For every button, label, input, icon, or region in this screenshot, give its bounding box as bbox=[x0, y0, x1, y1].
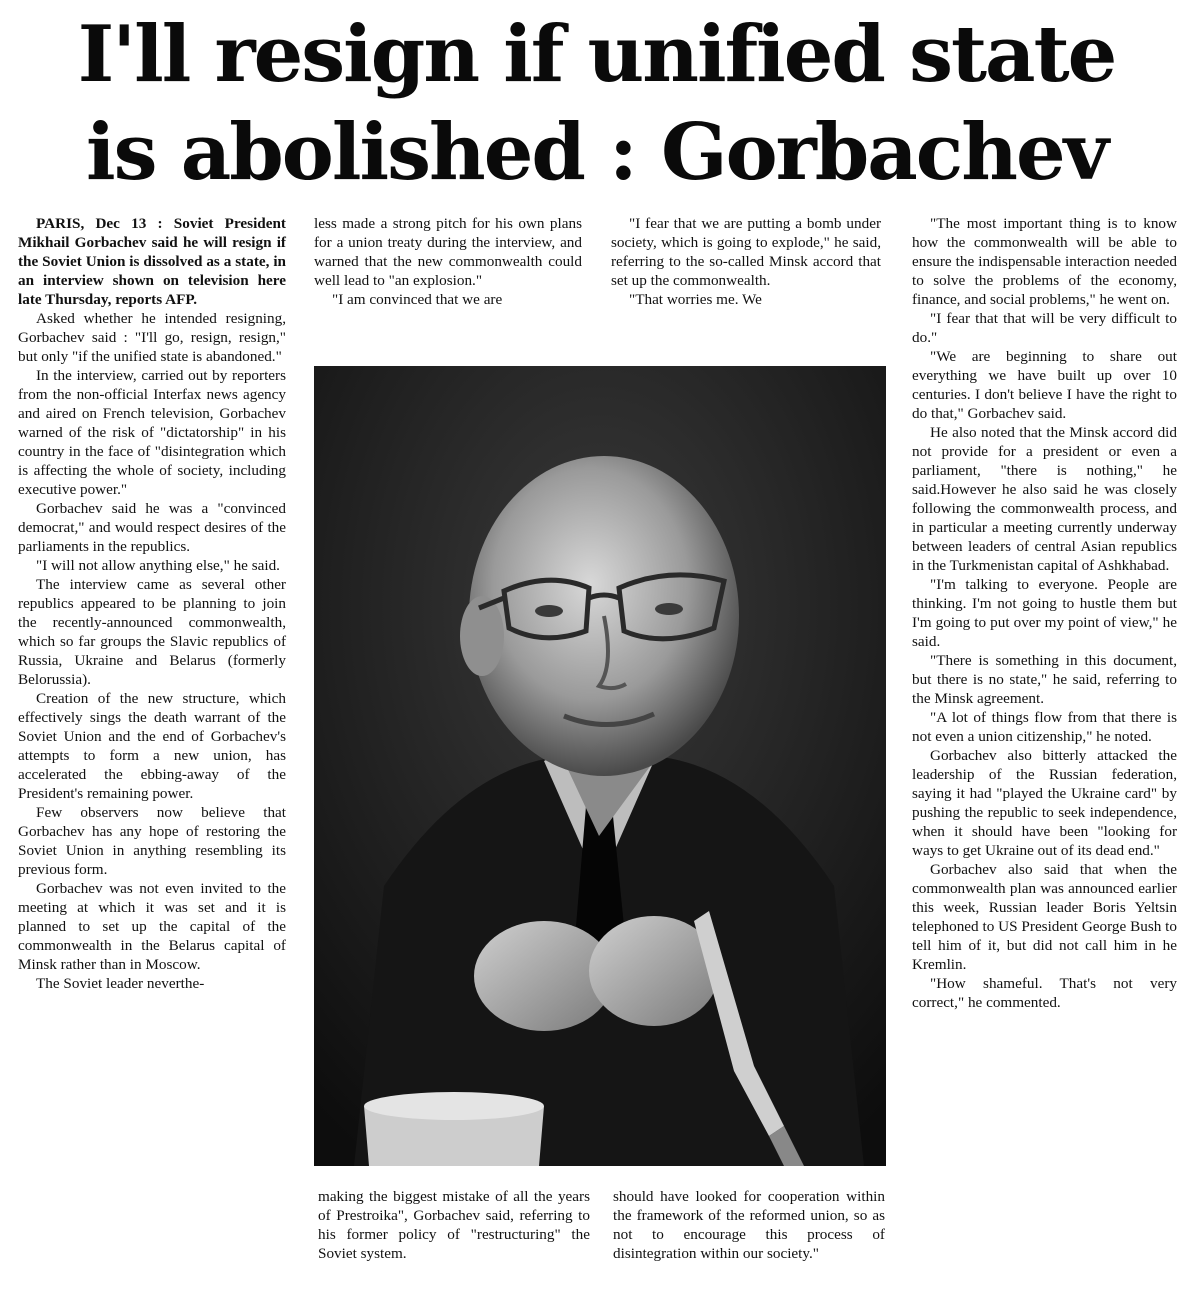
paragraph: PARIS, Dec 13 : Soviet President Mikhail Gorbachev said he will resign if the Soviet Union is dissolved as a state, in an interview shown on television here late Thursday, reports AFP. bbox=[18, 215, 286, 308]
paragraph: "How shameful. That's not very correct," he commented. bbox=[912, 975, 1177, 1011]
paragraph: "That worries me. We bbox=[629, 291, 762, 308]
paragraph: Gorbachev also said that when the commonwealth plan was announced earlier this week, Russian leader Boris Yeltsin telephoned to US President George Bush to tell him of it, but did not call him in he Kremlin. bbox=[912, 861, 1177, 973]
paragraph: "The most important thing is to know how the commonwealth will be able to ensure the indispensable interaction needed to solve the problems of the economy, finance, and social problems," he went on. bbox=[912, 215, 1177, 308]
paragraph: He also noted that the Minsk accord did not provide for a president or even a parliament, "there is nothing," he said.However he also said he was closely following the commonwealth process, and in particular a meeting currently underway between leaders of central Asian republics in the Turkmenistan capital of Ashkhabad. bbox=[912, 424, 1177, 574]
headline-line-2: is abolished : Gorbachev bbox=[86, 107, 1107, 198]
paragraph: Gorbachev also bitterly attacked the leadership of the Russian federation, saying it had "played the Ukraine card" by pushing the republic to seek independence, when it should have been "looking for ways to get Ukraine out of its dead end." bbox=[912, 747, 1177, 859]
paragraph: Few observers now believe that Gorbachev has any hope of restoring the Soviet Union in anything resembling its previous form. bbox=[18, 804, 286, 878]
paragraph: Gorbachev was not even invited to the meeting at which it was set and it is planned to set up the capital of the commonwealth in the Belarus capital of Minsk rather than in Moscow. bbox=[18, 880, 286, 973]
paragraph: The Soviet leader neverthe- bbox=[36, 975, 205, 992]
gorbachev-photo bbox=[314, 366, 886, 1166]
paragraph: Gorbachev said he was a "convinced democrat," and would respect desires of the parliaments in the republics. bbox=[18, 500, 286, 555]
article-column-2-bottom bbox=[318, 1187, 590, 1305]
paragraph: making the biggest mistake of all the years of Prestroika", Gorbachev said, referring to his former policy of "restructuring" the Soviet system. bbox=[318, 1188, 590, 1262]
paragraph: should have looked for cooperation within the framework of the reformed union, so as not to encourage this process of disintegration within our society." bbox=[613, 1188, 885, 1262]
paragraph: In the interview, carried out by reporters from the non-official Interfax news agency and aired on French television, Gorbachev warned of the risk of "dictatorship" in his country in the face of "disintegration which is affecting the whole of society, including executive power." bbox=[18, 367, 286, 498]
paragraph: "I fear that we are putting a bomb under society, which is going to explode," he said, referring to the so-called Minsk accord that set up the commonwealth. bbox=[611, 215, 881, 289]
paragraph: "I'm talking to everyone. People are thinking. I'm not going to hustle them but I'm going to put over my point of view," he said. bbox=[912, 576, 1177, 650]
paragraph: "There is something in this document, but there is no state," he said, referring to the Minsk agreement. bbox=[912, 652, 1177, 707]
paragraph: less made a strong pitch for his own plans for a union treaty during the interview, and warned that the new commonwealth could well lead to "an explosion." bbox=[314, 215, 582, 289]
article-column-3-top bbox=[611, 214, 881, 364]
paragraph: Creation of the new structure, which effectively sings the death warrant of the Soviet Union and the end of Gorbachev's attempts to form a new union, has accelerated the ebbing-away of the President's remaining power. bbox=[18, 690, 286, 802]
paragraph: "I fear that that will be very difficult to do." bbox=[912, 310, 1177, 346]
article-column-1 bbox=[18, 214, 286, 1304]
paragraph: "A lot of things flow from that there is not even a union citizenship," he noted. bbox=[912, 709, 1177, 745]
article-column-3-bottom bbox=[613, 1187, 885, 1305]
paragraph: The interview came as several other republics appeared to be planning to join the recently-announced commonwealth, which so far groups the Slavic republics of Russia, Ukraine and Belarus (formerly Belorussia). bbox=[18, 576, 286, 688]
paragraph: "I will not allow anything else," he said. bbox=[36, 557, 280, 574]
paragraph: Asked whether he intended resigning, Gorbachev said : "I'll go, resign, resign," but only "if the unified state is abandoned." bbox=[18, 310, 286, 365]
headline-line-1: I'll resign if unified state bbox=[77, 9, 1116, 100]
paragraph: "We are beginning to share out everything we have built up over 10 centuries. I don't believe I have the right to do that," Gorbachev said. bbox=[912, 348, 1177, 422]
article-column-4 bbox=[912, 214, 1177, 1304]
paragraph: "I am convinced that we are bbox=[332, 291, 503, 308]
article-column-2-top bbox=[314, 214, 582, 364]
